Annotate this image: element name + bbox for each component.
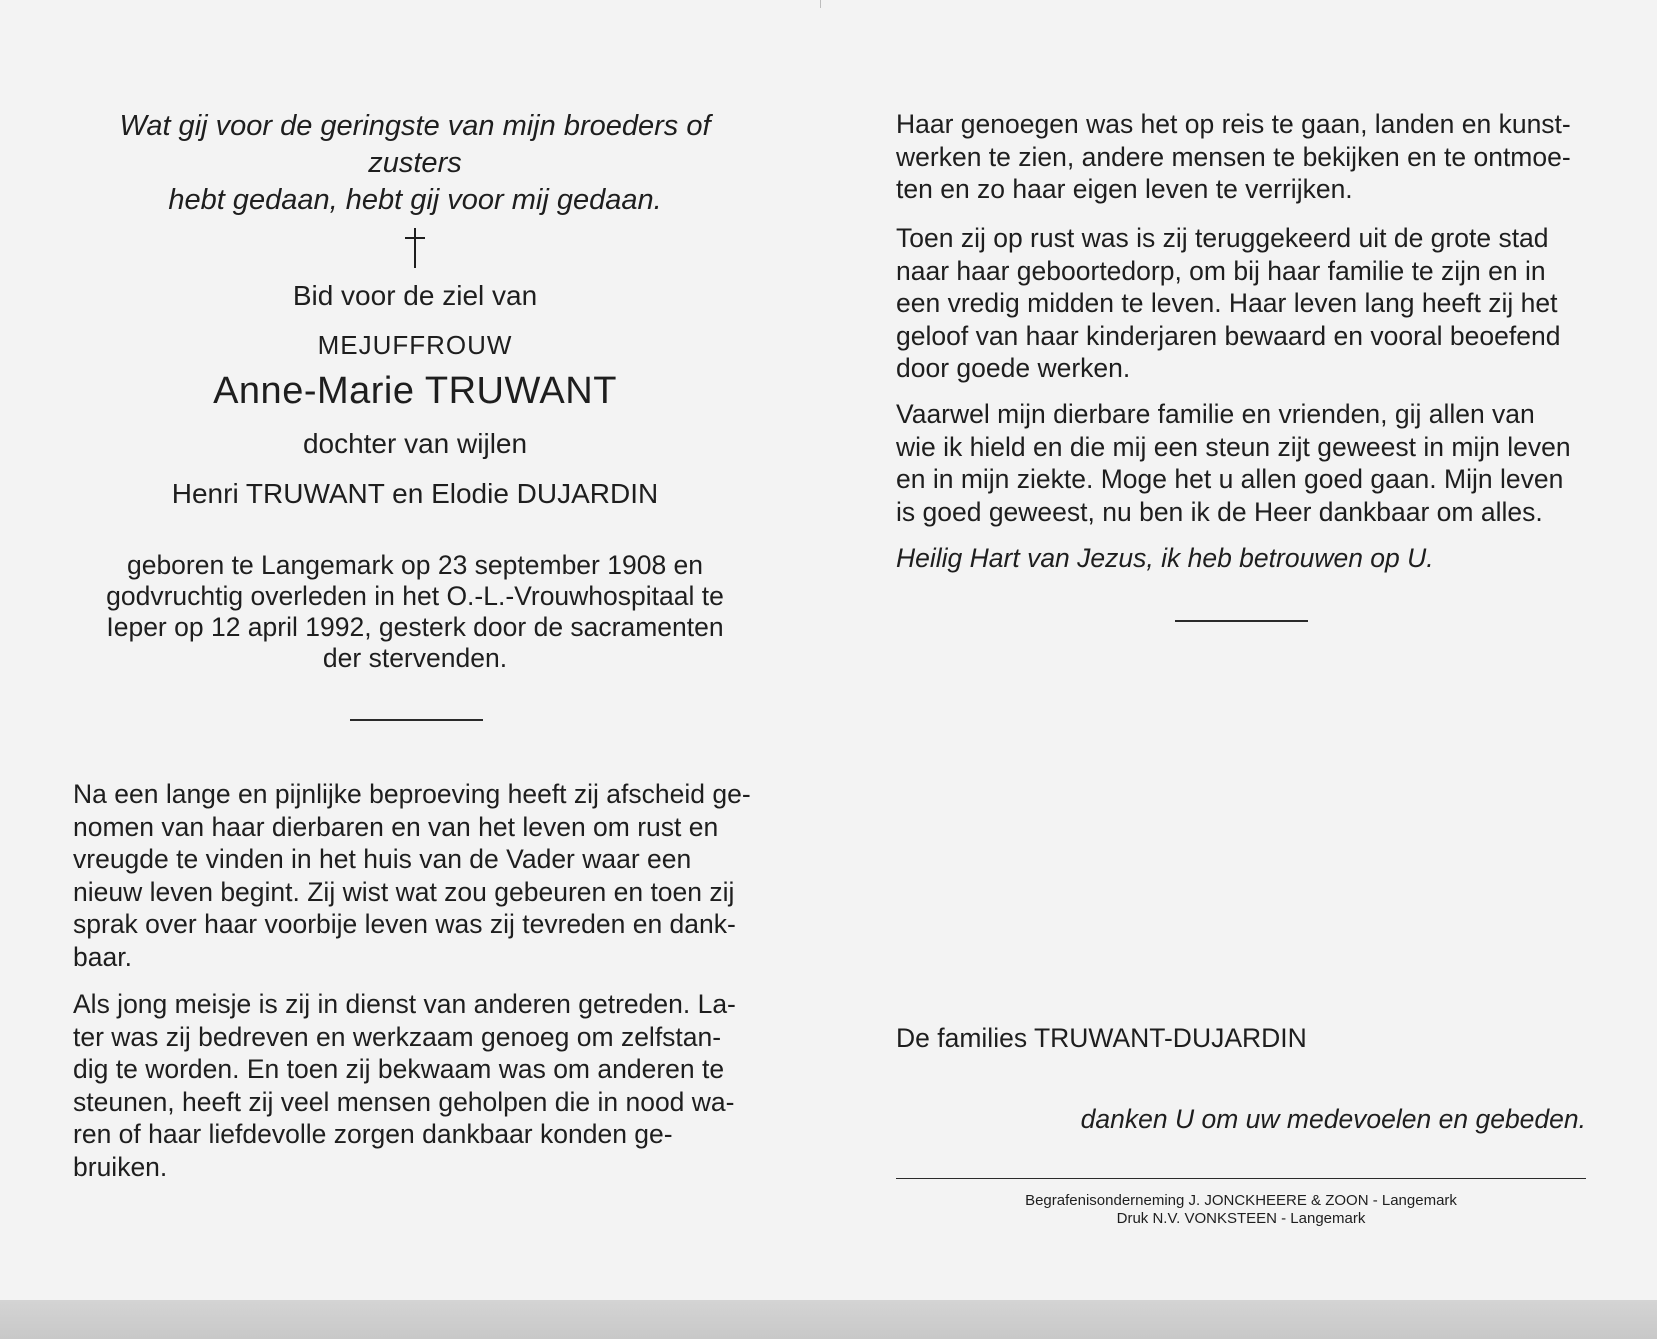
life-paragraph-2: Als jong meisje is zij in dienst van anderen getreden. La- ter was zij bedreven en werkzaam genoeg om zelfstan- dig te worden. En toen zij bekwaam was om anderen te steunen, heeft zij veel mensen geholpen die in nood wa- ren of haar liefdevolle zorgen dankbaar konden ge- bruiken. [73,989,736,1182]
families-line: De families TRUWANT-DUJARDIN [896,1023,1307,1053]
life-paragraph-1: Na een lange en pijnlijke beproeving heeft zij afscheid ge- nomen van haar dierbaren en van het leven om rust en vreugde te vinden in het huis van de Vader waar een nieuw leven begint. Zij wist wat zou gebeuren en toen zij sprak over haar voorbije leven was zij tevreden en dank- baar. [73,779,751,972]
printer-line: Druk N.V. VONKSTEEN - Langemark [1116,1210,1366,1227]
divider [1175,620,1308,622]
thanks-line: danken U om uw medevoelen en gebeden. [1080,1104,1586,1134]
latin-cross-icon [400,226,430,270]
footer-rule [896,1178,1586,1179]
undertaker-line: Begrafenisonderneming J. JONCKHEERE & ZOON - Langemark [1025,1192,1457,1209]
scan-bottom-edge [0,1300,1657,1339]
pray-line: Bid voor de ziel van [292,280,538,311]
fold-line [820,0,821,8]
printer-credits [896,1192,1586,1228]
parents-line: Henri TRUWANT en Elodie DUJARDIN [171,478,659,509]
title-line: MEJUFFROUW [317,330,513,360]
deceased-name: Anne-Marie TRUWANT [213,370,617,412]
prayer-line: Heilig Hart van Jezus, ik heb betrouwen op U. [896,543,1434,573]
divider [350,719,483,721]
retirement-paragraph: Toen zij op rust was is zij teruggekeerd uit de grote stad naar haar geboortedorp, om bij haar familie te zijn en in een vredig midden te leven. Haar leven lang heeft zij het geloof van haar kinderjaren bewaard en vooral beoefend door goede werken. [896,223,1561,383]
birth-death-text: geboren te Langemark op 23 september 1908 en godvruchtig overleden in het O.-L.-Vrouwhospitaal te Ieper op 12 april 1992, gesterk door de sacramenten der stervenden. [106,550,724,673]
bible-quote: Wat gij voor de geringste van mijn broeders of zusters hebt gedaan, hebt gij voor mij gedaan. [119,110,711,216]
daughter-of-line: dochter van wijlen [302,428,528,459]
farewell-paragraph: Vaarwel mijn dierbare familie en vrienden, gij allen van wie ik hield en die mij een steun zijt geweest in mijn leven en in mijn ziekte. Moge het u allen goed gaan. Mijn leven is goed geweest, nu ben ik de Heer dankbaar om alles. [896,399,1571,527]
travel-paragraph: Haar genoegen was het op reis te gaan, landen en kunst- werken te zien, andere mensen te bekijken en te ontmoe- ten en zo haar eigen leven te verrijken. [896,109,1571,204]
